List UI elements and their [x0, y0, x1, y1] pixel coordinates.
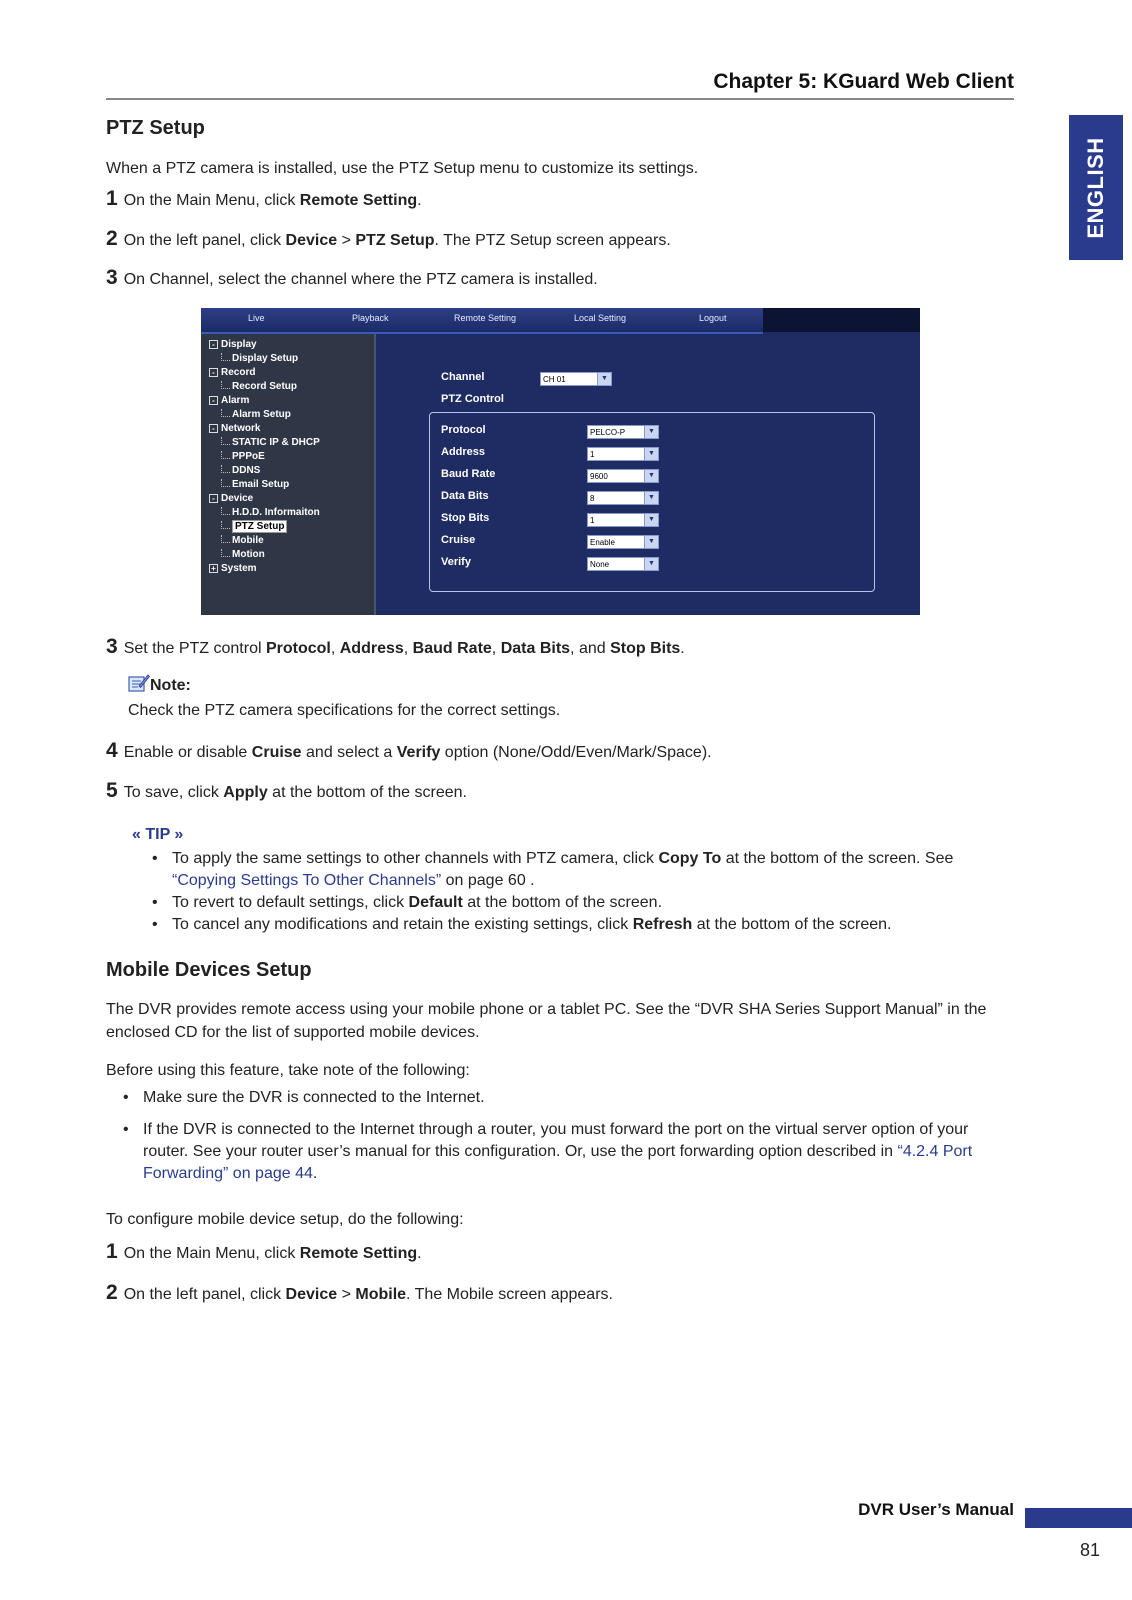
step-text: On the Main Menu, click	[123, 1245, 300, 1262]
tree-label: Display	[221, 339, 257, 350]
cruise-label: Cruise	[441, 534, 476, 546]
chevron-down-icon[interactable]: ▼	[644, 514, 658, 526]
tree-label: Alarm Setup	[232, 409, 291, 420]
tree-alarm-setup[interactable]	[221, 409, 291, 420]
chevron-down-icon[interactable]: ▼	[644, 470, 658, 482]
step-text: , and	[570, 640, 611, 657]
mobile-step-2	[106, 1281, 613, 1305]
collapse-icon[interactable]: -	[209, 340, 218, 349]
ptz-step-2	[106, 227, 671, 251]
tree-device[interactable]	[209, 493, 253, 504]
step-text: . The Mobile screen appears.	[406, 1286, 613, 1303]
step-text: On the Main Menu, click	[123, 192, 300, 209]
step-number: 4	[106, 739, 118, 762]
language-tab-label: ENGLISH	[1083, 136, 1108, 239]
stop-bits-label: Stop Bits	[441, 512, 490, 524]
mobile-prereq-list	[121, 1087, 1016, 1185]
tree-label: PPPoE	[232, 451, 265, 462]
header-rule	[106, 98, 1014, 100]
collapse-icon[interactable]: -	[209, 396, 218, 405]
tip-list	[150, 848, 1020, 936]
step-text: To save, click	[123, 784, 224, 801]
collapse-icon[interactable]: -	[209, 494, 218, 503]
protocol-select[interactable]	[587, 425, 659, 439]
tree-label: Alarm	[221, 395, 250, 406]
chevron-down-icon[interactable]: ▼	[644, 448, 658, 460]
step-number: 3	[106, 635, 118, 658]
step-text: ,	[403, 640, 413, 657]
ptz-step-1	[106, 187, 422, 211]
copy-settings-link[interactable]: “Copying Settings To Other Channels”	[172, 872, 442, 889]
footer-accent-bar	[1025, 1508, 1132, 1528]
settings-tree	[201, 334, 376, 615]
step-bold: Verify	[396, 744, 441, 761]
ptz-step-3	[106, 266, 598, 290]
step-bold: Address	[339, 640, 404, 657]
select-value: 1	[590, 450, 595, 459]
stop-bits-select[interactable]	[587, 513, 659, 527]
protocol-label: Protocol	[441, 424, 486, 436]
step-bold: Protocol	[265, 640, 331, 657]
bullet-text: If the DVR is connected to the Internet through a router, you must forward the port on the virtual server option of your router. See your router user’s manual for this configuration. Or, use the port forwarding option described in	[143, 1121, 969, 1160]
tree-record-setup[interactable]	[221, 381, 297, 392]
ptz-control-label: PTZ Control	[441, 393, 504, 405]
select-value: 9600	[590, 472, 608, 481]
tip-text: To revert to default settings, click	[172, 894, 409, 911]
tree-label: Device	[221, 493, 254, 504]
tree-record[interactable]	[209, 367, 255, 378]
tree-label: Network	[221, 423, 261, 434]
tree-network[interactable]	[209, 423, 260, 434]
tip-text: To apply the same settings to other channels with PTZ camera, click	[172, 850, 659, 867]
step-bold: PTZ Setup	[355, 232, 435, 249]
tree-label: Motion	[232, 549, 265, 560]
step-text: On the left panel, click	[123, 1286, 286, 1303]
list-item	[150, 892, 1020, 914]
nav-live[interactable]: Live	[248, 313, 265, 323]
ptz-setup-screenshot	[201, 308, 920, 615]
section-title-mobile: Mobile Devices Setup	[106, 959, 312, 981]
tip-text: at the bottom of the screen. See	[721, 850, 954, 867]
step-number: 2	[106, 1281, 118, 1304]
step-text: ,	[491, 640, 501, 657]
note-box	[128, 673, 191, 695]
list-item	[121, 1087, 1016, 1109]
step-bold: Remote Setting	[299, 192, 418, 209]
step-text: >	[337, 232, 356, 249]
chapter-heading: Chapter 5: KGuard Web Client	[713, 70, 1014, 93]
step-bold: Data Bits	[500, 640, 571, 657]
tree-static-ip[interactable]	[221, 437, 320, 448]
tip-text: at the bottom of the screen.	[462, 894, 663, 911]
verify-select[interactable]	[587, 557, 659, 571]
step-bold: Mobile	[355, 1286, 407, 1303]
data-bits-label: Data Bits	[441, 490, 489, 502]
step-text: . The PTZ Setup screen appears.	[434, 232, 671, 249]
collapse-icon[interactable]: -	[209, 368, 218, 377]
step-bold: Stop Bits	[610, 640, 681, 657]
chevron-down-icon[interactable]: ▼	[644, 536, 658, 548]
step-bold: Apply	[223, 784, 268, 801]
bullet-text: .	[312, 1165, 318, 1182]
select-value: PELCO-P	[590, 428, 626, 437]
step-text: .	[417, 1245, 422, 1262]
note-text: Check the PTZ camera specifications for the correct settings.	[128, 702, 561, 719]
tree-label: Mobile	[232, 535, 264, 546]
list-item	[150, 914, 1020, 936]
address-label: Address	[441, 446, 486, 458]
nav-playback[interactable]: Playback	[352, 313, 389, 323]
select-value: 1	[590, 516, 595, 525]
step-text: Enable or disable	[123, 744, 252, 761]
chevron-down-icon[interactable]: ▼	[644, 426, 658, 438]
step-number: 1	[106, 1240, 118, 1263]
tip-text: To cancel any modifications and retain the existing settings, click	[172, 916, 633, 933]
data-bits-select[interactable]	[587, 491, 659, 505]
tree-system[interactable]	[209, 563, 257, 574]
top-bar-filler	[763, 308, 920, 332]
nav-remote-setting[interactable]: Remote Setting	[454, 313, 517, 323]
baud-rate-select[interactable]	[587, 469, 659, 483]
channel-label: Channel	[441, 371, 485, 383]
tip-bold: Copy To	[658, 850, 722, 867]
step-bold: Remote Setting	[299, 1245, 418, 1262]
ptz-step-3b	[106, 635, 685, 659]
tree-label: H.D.D. Informaiton	[232, 507, 320, 518]
step-text: option (None/Odd/Even/Mark/Space).	[440, 744, 712, 761]
top-nav-bar	[201, 308, 763, 334]
step-text: and select a	[301, 744, 397, 761]
port-forwarding-link[interactable]: “4.2.4 Port Forwarding” on page 44	[143, 1143, 973, 1182]
tree-hdd-information[interactable]	[221, 507, 320, 518]
mobile-before-text: Before using this feature, take note of the following:	[106, 1062, 470, 1079]
tree-label: PTZ Setup	[232, 520, 287, 533]
tree-display[interactable]	[209, 339, 257, 350]
ptz-intro: When a PTZ camera is installed, use the PTZ Setup menu to customize its settings.	[106, 160, 699, 177]
step-text: Set the PTZ control	[123, 640, 266, 657]
channel-select[interactable]	[540, 372, 612, 386]
step-bold: Device	[285, 232, 338, 249]
tree-email-setup[interactable]	[221, 479, 289, 490]
footer-manual-title: DVR User’s Manual	[858, 1500, 1014, 1519]
tree-label: Record	[221, 367, 256, 378]
tree-label: System	[221, 563, 257, 574]
tree-display-setup[interactable]	[221, 353, 298, 364]
select-value: None	[590, 560, 610, 569]
mobile-intro: The DVR provides remote access using your mobile phone or a tablet PC. See the “DVR SHA Series Support Manual” in the enclosed CD for the list of supported mobile devices.	[106, 1001, 987, 1041]
step-bold: Device	[285, 1286, 338, 1303]
tree-label: Record Setup	[232, 381, 298, 392]
chevron-down-icon[interactable]: ▼	[644, 558, 658, 570]
step-text: .	[680, 640, 685, 657]
note-icon	[128, 673, 150, 693]
tip-text: on page 60 .	[441, 872, 535, 889]
tree-label: Email Setup	[232, 479, 290, 490]
step-text: On Channel, select the channel where the PTZ camera is installed.	[123, 271, 598, 288]
nav-local-setting[interactable]: Local Setting	[574, 313, 627, 323]
list-item	[150, 848, 1020, 892]
tree-label: STATIC IP & DHCP	[232, 437, 320, 448]
mobile-step-1	[106, 1240, 422, 1264]
tip-label: « TIP »	[132, 826, 184, 843]
step-bold: Baud Rate	[412, 640, 492, 657]
baud-rate-label: Baud Rate	[441, 468, 496, 480]
select-value: Enable	[590, 538, 615, 547]
list-item	[121, 1119, 1016, 1185]
tree-mobile[interactable]	[221, 535, 264, 546]
expand-icon[interactable]: +	[209, 564, 218, 573]
chevron-down-icon[interactable]: ▼	[644, 492, 658, 504]
section-title-ptz: PTZ Setup	[106, 117, 205, 139]
step-number: 5	[106, 779, 118, 802]
step-text: .	[417, 192, 422, 209]
nav-logout[interactable]: Logout	[699, 313, 727, 323]
step-number: 2	[106, 227, 118, 250]
cruise-select[interactable]	[587, 535, 659, 549]
step-text: >	[337, 1286, 356, 1303]
ptz-step-5	[106, 779, 467, 803]
tree-ddns[interactable]	[221, 465, 260, 476]
ptz-step-4	[106, 739, 712, 763]
tree-pppoe[interactable]	[221, 451, 265, 462]
tree-label: DDNS	[232, 465, 261, 476]
note-label: Note:	[150, 677, 191, 694]
collapse-icon[interactable]: -	[209, 424, 218, 433]
step-text: ,	[330, 640, 340, 657]
tree-ptz-setup[interactable]	[221, 521, 287, 532]
tree-label: Display Setup	[232, 353, 299, 364]
chevron-down-icon[interactable]: ▼	[597, 373, 611, 385]
select-value: 8	[590, 494, 595, 503]
step-number: 1	[106, 187, 118, 210]
step-text: at the bottom of the screen.	[267, 784, 467, 801]
tree-motion[interactable]	[221, 549, 265, 560]
page-number: 81	[1079, 1540, 1100, 1560]
address-select[interactable]	[587, 447, 659, 461]
bullet-text: Make sure the DVR is connected to the Internet.	[143, 1089, 485, 1106]
tree-alarm[interactable]	[209, 395, 249, 406]
step-number: 3	[106, 266, 118, 289]
tip-text: at the bottom of the screen.	[692, 916, 892, 933]
language-tab	[1069, 115, 1123, 260]
mobile-configure-text: To configure mobile device setup, do the following:	[106, 1211, 464, 1228]
select-value: CH 01	[543, 375, 566, 384]
tip-bold: Default	[408, 894, 463, 911]
step-text: On the left panel, click	[123, 232, 286, 249]
verify-label: Verify	[441, 556, 471, 568]
step-bold: Cruise	[251, 744, 302, 761]
tip-bold: Refresh	[632, 916, 693, 933]
